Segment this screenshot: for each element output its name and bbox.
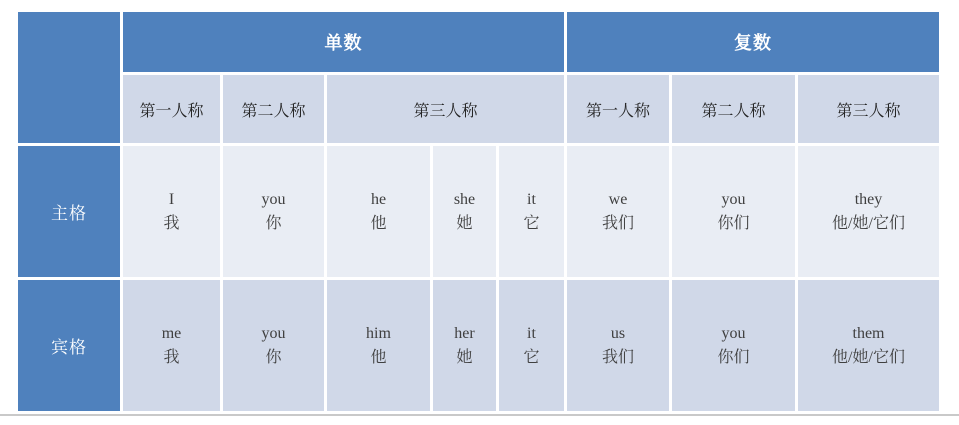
cell-objective-him [327, 280, 430, 411]
corner-cell [18, 12, 120, 143]
subheader-singular-third-person: 第三人称 [327, 75, 564, 143]
pronoun-en: we [608, 191, 628, 209]
pronoun-zh: 他/她/它们 [832, 348, 905, 366]
group-header-plural: 复数 [567, 12, 939, 72]
cell-nominative-we [567, 146, 669, 277]
pronoun-zh: 你们 [717, 214, 750, 232]
cell-nominative-you [223, 146, 324, 277]
pronoun-en: it [527, 325, 536, 343]
pronoun-zh: 我 [163, 214, 180, 232]
pronoun-zh: 它 [523, 348, 540, 366]
cell-nominative-she [433, 146, 496, 277]
pronoun-zh: 我 [163, 348, 180, 366]
cell-objective-us [567, 280, 669, 411]
row-header-objective: 宾格 [18, 280, 120, 411]
pronoun-zh: 他 [370, 214, 387, 232]
pronoun-en: her [454, 325, 475, 343]
pronoun-zh: 我们 [601, 214, 634, 232]
pronoun-en: they [854, 191, 883, 209]
pronoun-en: him [366, 325, 391, 343]
cell-objective-them [798, 280, 939, 411]
cell-nominative-it [499, 146, 564, 277]
cell-objective-her [433, 280, 496, 411]
pronoun-zh: 你 [265, 348, 282, 366]
cell-objective-it [499, 280, 564, 411]
subheader-plural-first-person: 第一人称 [567, 75, 669, 143]
pronoun-en: you [261, 325, 286, 343]
pronoun-en: you [261, 191, 286, 209]
cell-nominative-you-plural [672, 146, 795, 277]
cell-objective-me [123, 280, 220, 411]
pronoun-en: them [852, 325, 885, 343]
pronoun-en: you [721, 191, 746, 209]
cell-objective-you-plural [672, 280, 795, 411]
pronoun-zh: 他/她/它们 [832, 214, 905, 232]
pronoun-zh: 它 [523, 214, 540, 232]
pronoun-zh: 她 [456, 348, 473, 366]
pronoun-en: us [610, 325, 626, 343]
pronoun-en: it [527, 191, 536, 209]
subheader-singular-second-person: 第二人称 [223, 75, 324, 143]
pronoun-en: you [721, 325, 746, 343]
cell-nominative-I [123, 146, 220, 277]
pronoun-zh: 我们 [601, 348, 634, 366]
row-header-nominative: 主格 [18, 146, 120, 277]
pronoun-zh: 她 [456, 214, 473, 232]
subheader-plural-third-person: 第三人称 [798, 75, 939, 143]
group-header-singular: 单数 [123, 12, 564, 72]
pronoun-zh: 你们 [717, 348, 750, 366]
pronoun-en: I [168, 191, 175, 209]
cell-nominative-he [327, 146, 430, 277]
pronoun-zh: 他 [370, 348, 387, 366]
cell-nominative-they [798, 146, 939, 277]
pronoun-en: he [370, 191, 387, 209]
pronoun-en: she [453, 191, 476, 209]
subheader-plural-second-person: 第二人称 [672, 75, 795, 143]
bottom-rule [0, 414, 959, 416]
pronoun-en: me [161, 325, 182, 343]
subheader-singular-first-person: 第一人称 [123, 75, 220, 143]
cell-objective-you [223, 280, 324, 411]
pronoun-zh: 你 [265, 214, 282, 232]
pronoun-table [18, 12, 941, 411]
